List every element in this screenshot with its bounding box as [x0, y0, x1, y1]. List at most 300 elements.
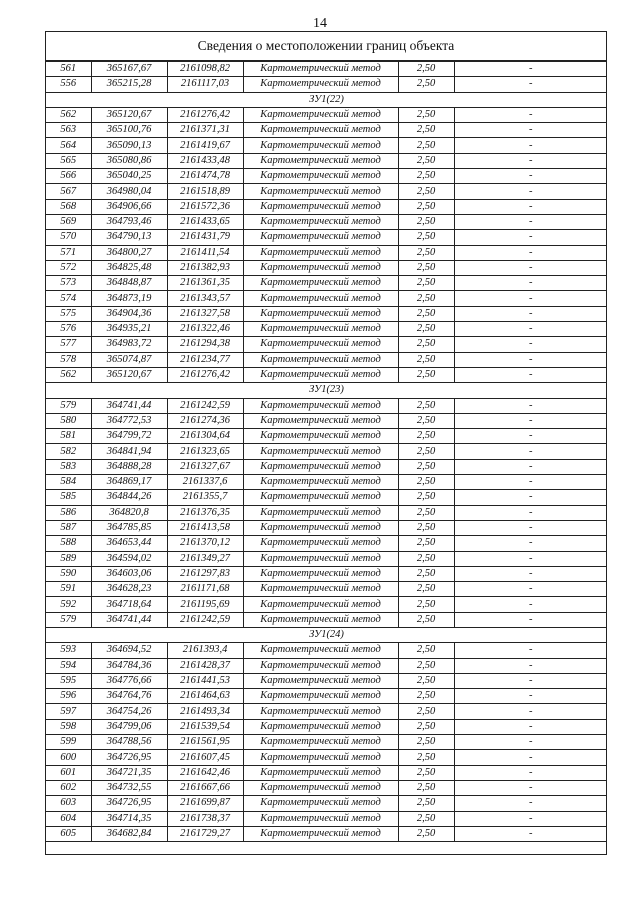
point-number-cell: 563 — [46, 123, 91, 138]
description-cell: - — [454, 643, 607, 658]
y-coordinate-cell: 2161355,7 — [167, 490, 243, 505]
table-row — [46, 704, 607, 719]
accuracy-cell: 2,50 — [398, 459, 454, 474]
x-coordinate-cell: 364935,21 — [91, 322, 167, 337]
accuracy-cell: 2,50 — [398, 658, 454, 673]
point-number-cell: 595 — [46, 673, 91, 688]
method-cell: Картометрический метод — [243, 138, 398, 153]
method-cell: Картометрический метод — [243, 490, 398, 505]
x-coordinate-cell: 364741,44 — [91, 398, 167, 413]
page-number: 14 — [313, 16, 327, 31]
x-coordinate-cell: 364682,84 — [91, 826, 167, 841]
method-cell: Картометрический метод — [243, 689, 398, 704]
x-coordinate-cell: 364594,02 — [91, 551, 167, 566]
accuracy-cell: 2,50 — [398, 475, 454, 490]
y-coordinate-cell: 2161304,64 — [167, 429, 243, 444]
table-row — [46, 444, 607, 459]
accuracy-cell: 2,50 — [398, 291, 454, 306]
x-coordinate-cell: 364788,56 — [91, 735, 167, 750]
description-cell: - — [454, 153, 607, 168]
table-row — [46, 673, 607, 688]
method-cell: Картометрический метод — [243, 520, 398, 535]
x-coordinate-cell: 365040,25 — [91, 169, 167, 184]
table-row — [46, 429, 607, 444]
method-cell: Картометрический метод — [243, 811, 398, 826]
table-row — [46, 689, 607, 704]
x-coordinate-cell: 364799,72 — [91, 429, 167, 444]
y-coordinate-cell: 2161371,31 — [167, 123, 243, 138]
description-cell: - — [454, 750, 607, 765]
x-coordinate-cell: 365090,13 — [91, 138, 167, 153]
x-coordinate-cell: 364904,36 — [91, 306, 167, 321]
x-coordinate-cell: 364772,53 — [91, 413, 167, 428]
y-coordinate-cell: 2161539,54 — [167, 719, 243, 734]
description-cell: - — [454, 811, 607, 826]
method-cell: Картометрический метод — [243, 184, 398, 199]
x-coordinate-cell: 364820,8 — [91, 505, 167, 520]
point-number-cell: 569 — [46, 214, 91, 229]
table-row — [46, 475, 607, 490]
accuracy-cell: 2,50 — [398, 750, 454, 765]
y-coordinate-cell: 2161276,42 — [167, 107, 243, 122]
accuracy-cell: 2,50 — [398, 123, 454, 138]
x-coordinate-cell: 364714,35 — [91, 811, 167, 826]
y-coordinate-cell: 2161294,38 — [167, 337, 243, 352]
method-cell: Картометрический метод — [243, 123, 398, 138]
x-coordinate-cell: 364784,36 — [91, 658, 167, 673]
description-cell: - — [454, 490, 607, 505]
point-number-cell: 562 — [46, 107, 91, 122]
table-row — [46, 658, 607, 673]
y-coordinate-cell: 2161607,45 — [167, 750, 243, 765]
point-number-cell: 567 — [46, 184, 91, 199]
description-cell: - — [454, 673, 607, 688]
description-cell: - — [454, 230, 607, 245]
point-number-cell: 582 — [46, 444, 91, 459]
y-coordinate-cell: 2161667,66 — [167, 780, 243, 795]
accuracy-cell: 2,50 — [398, 735, 454, 750]
x-coordinate-cell: 364694,52 — [91, 643, 167, 658]
x-coordinate-cell: 364793,46 — [91, 214, 167, 229]
y-coordinate-cell: 2161474,78 — [167, 169, 243, 184]
accuracy-cell: 2,50 — [398, 826, 454, 841]
method-cell: Картометрический метод — [243, 796, 398, 811]
description-cell: - — [454, 429, 607, 444]
accuracy-cell: 2,50 — [398, 505, 454, 520]
description-cell: - — [454, 520, 607, 535]
method-cell: Картометрический метод — [243, 429, 398, 444]
method-cell: Картометрический метод — [243, 582, 398, 597]
accuracy-cell: 2,50 — [398, 551, 454, 566]
description-cell: - — [454, 444, 607, 459]
section-row — [46, 383, 607, 398]
method-cell: Картометрический метод — [243, 536, 398, 551]
point-number-cell: 599 — [46, 735, 91, 750]
table-row — [46, 138, 607, 153]
y-coordinate-cell: 2161428,37 — [167, 658, 243, 673]
description-cell: - — [454, 505, 607, 520]
accuracy-cell: 2,50 — [398, 260, 454, 275]
x-coordinate-cell: 365074,87 — [91, 352, 167, 367]
description-cell: - — [454, 413, 607, 428]
accuracy-cell: 2,50 — [398, 536, 454, 551]
point-number-cell: 575 — [46, 306, 91, 321]
y-coordinate-cell: 2161572,36 — [167, 199, 243, 214]
y-coordinate-cell: 2161297,83 — [167, 566, 243, 581]
description-cell: - — [454, 475, 607, 490]
point-number-cell: 601 — [46, 765, 91, 780]
description-cell: - — [454, 765, 607, 780]
table-row — [46, 765, 607, 780]
description-cell: - — [454, 582, 607, 597]
y-coordinate-cell: 2161327,58 — [167, 306, 243, 321]
point-number-cell: 562 — [46, 367, 91, 382]
table-row — [46, 796, 607, 811]
y-coordinate-cell: 2161382,93 — [167, 260, 243, 275]
x-coordinate-cell: 364628,23 — [91, 582, 167, 597]
table-row — [46, 551, 607, 566]
method-cell: Картометрический метод — [243, 352, 398, 367]
table-row — [46, 276, 607, 291]
table-row — [46, 413, 607, 428]
method-cell: Картометрический метод — [243, 673, 398, 688]
y-coordinate-cell: 2161337,6 — [167, 475, 243, 490]
method-cell: Картометрический метод — [243, 597, 398, 612]
accuracy-cell: 2,50 — [398, 184, 454, 199]
method-cell: Картометрический метод — [243, 735, 398, 750]
accuracy-cell: 2,50 — [398, 306, 454, 321]
point-number-cell: 577 — [46, 337, 91, 352]
y-coordinate-cell: 2161433,65 — [167, 214, 243, 229]
accuracy-cell: 2,50 — [398, 490, 454, 505]
y-coordinate-cell: 2161370,12 — [167, 536, 243, 551]
x-coordinate-cell: 364790,13 — [91, 230, 167, 245]
x-coordinate-cell: 364726,95 — [91, 750, 167, 765]
method-cell: Картометрический метод — [243, 260, 398, 275]
y-coordinate-cell: 2161419,67 — [167, 138, 243, 153]
description-cell: - — [454, 780, 607, 795]
accuracy-cell: 2,50 — [398, 77, 454, 92]
x-coordinate-cell: 364603,06 — [91, 566, 167, 581]
y-coordinate-cell: 2161518,89 — [167, 184, 243, 199]
method-cell: Картометрический метод — [243, 276, 398, 291]
table-row — [46, 123, 607, 138]
y-coordinate-cell: 2161561,95 — [167, 735, 243, 750]
x-coordinate-cell: 365215,28 — [91, 77, 167, 92]
point-number-cell: 583 — [46, 459, 91, 474]
description-cell: - — [454, 306, 607, 321]
method-cell: Картометрический метод — [243, 826, 398, 841]
accuracy-cell: 2,50 — [398, 704, 454, 719]
method-cell: Картометрический метод — [243, 153, 398, 168]
description-cell: - — [454, 276, 607, 291]
point-number-cell: 594 — [46, 658, 91, 673]
accuracy-cell: 2,50 — [398, 780, 454, 795]
method-cell: Картометрический метод — [243, 337, 398, 352]
table-row — [46, 169, 607, 184]
accuracy-cell: 2,50 — [398, 765, 454, 780]
x-coordinate-cell: 365167,67 — [91, 62, 167, 77]
table-row — [46, 735, 607, 750]
method-cell: Картометрический метод — [243, 245, 398, 260]
accuracy-cell: 2,50 — [398, 199, 454, 214]
table-row — [46, 582, 607, 597]
description-cell: - — [454, 536, 607, 551]
table-row — [46, 230, 607, 245]
y-coordinate-cell: 2161242,59 — [167, 398, 243, 413]
point-number-cell: 556 — [46, 77, 91, 92]
method-cell: Картометрический метод — [243, 107, 398, 122]
table-row — [46, 337, 607, 352]
method-cell: Картометрический метод — [243, 780, 398, 795]
x-coordinate-cell: 364754,26 — [91, 704, 167, 719]
point-number-cell: 579 — [46, 612, 91, 627]
x-coordinate-cell: 364869,17 — [91, 475, 167, 490]
y-coordinate-cell: 2161729,27 — [167, 826, 243, 841]
point-number-cell: 579 — [46, 398, 91, 413]
table-row — [46, 459, 607, 474]
table-row — [46, 214, 607, 229]
method-cell: Картометрический метод — [243, 475, 398, 490]
table-row — [46, 199, 607, 214]
table-row — [46, 322, 607, 337]
point-number-cell: 605 — [46, 826, 91, 841]
x-coordinate-cell: 364906,66 — [91, 199, 167, 214]
method-cell: Картометрический метод — [243, 750, 398, 765]
accuracy-cell: 2,50 — [398, 153, 454, 168]
point-number-cell: 589 — [46, 551, 91, 566]
description-cell: - — [454, 566, 607, 581]
table-row — [46, 826, 607, 841]
point-number-cell: 592 — [46, 597, 91, 612]
accuracy-cell: 2,50 — [398, 214, 454, 229]
table-row — [46, 566, 607, 581]
table-row — [46, 597, 607, 612]
point-number-cell: 587 — [46, 520, 91, 535]
accuracy-cell: 2,50 — [398, 643, 454, 658]
description-cell: - — [454, 459, 607, 474]
x-coordinate-cell: 364718,64 — [91, 597, 167, 612]
accuracy-cell: 2,50 — [398, 566, 454, 581]
point-number-cell: 600 — [46, 750, 91, 765]
point-number-cell: 571 — [46, 245, 91, 260]
table-row — [46, 291, 607, 306]
table-row — [46, 107, 607, 122]
accuracy-cell: 2,50 — [398, 582, 454, 597]
x-coordinate-cell: 364721,35 — [91, 765, 167, 780]
x-coordinate-cell: 364726,95 — [91, 796, 167, 811]
table-row — [46, 643, 607, 658]
point-number-cell: 604 — [46, 811, 91, 826]
method-cell: Картометрический метод — [243, 704, 398, 719]
table-row — [46, 536, 607, 551]
accuracy-cell: 2,50 — [398, 689, 454, 704]
x-coordinate-cell: 364800,27 — [91, 245, 167, 260]
accuracy-cell: 2,50 — [398, 673, 454, 688]
point-number-cell: 585 — [46, 490, 91, 505]
accuracy-cell: 2,50 — [398, 719, 454, 734]
y-coordinate-cell: 2161276,42 — [167, 367, 243, 382]
method-cell: Картометрический метод — [243, 291, 398, 306]
y-coordinate-cell: 2161274,36 — [167, 413, 243, 428]
table-row — [46, 245, 607, 260]
method-cell: Картометрический метод — [243, 169, 398, 184]
point-number-cell: 584 — [46, 475, 91, 490]
point-number-cell: 568 — [46, 199, 91, 214]
description-cell: - — [454, 322, 607, 337]
point-number-cell: 561 — [46, 62, 91, 77]
accuracy-cell: 2,50 — [398, 520, 454, 535]
y-coordinate-cell: 2161441,53 — [167, 673, 243, 688]
point-number-cell: 598 — [46, 719, 91, 734]
x-coordinate-cell: 364848,87 — [91, 276, 167, 291]
accuracy-cell: 2,50 — [398, 811, 454, 826]
description-cell: - — [454, 245, 607, 260]
method-cell: Картометрический метод — [243, 306, 398, 321]
point-number-cell: 581 — [46, 429, 91, 444]
method-cell: Картометрический метод — [243, 658, 398, 673]
y-coordinate-cell: 2161642,46 — [167, 765, 243, 780]
y-coordinate-cell: 2161349,27 — [167, 551, 243, 566]
y-coordinate-cell: 2161234,77 — [167, 352, 243, 367]
y-coordinate-cell: 2161464,63 — [167, 689, 243, 704]
x-coordinate-cell: 364980,04 — [91, 184, 167, 199]
point-number-cell: 570 — [46, 230, 91, 245]
accuracy-cell: 2,50 — [398, 444, 454, 459]
y-coordinate-cell: 2161393,4 — [167, 643, 243, 658]
point-number-cell: 596 — [46, 689, 91, 704]
accuracy-cell: 2,50 — [398, 337, 454, 352]
x-coordinate-cell: 364888,28 — [91, 459, 167, 474]
point-number-cell: 578 — [46, 352, 91, 367]
table-row — [46, 62, 607, 77]
accuracy-cell: 2,50 — [398, 612, 454, 627]
accuracy-cell: 2,50 — [398, 230, 454, 245]
x-coordinate-cell: 365080,86 — [91, 153, 167, 168]
y-coordinate-cell: 2161322,46 — [167, 322, 243, 337]
table-body — [46, 62, 607, 842]
point-number-cell: 580 — [46, 413, 91, 428]
method-cell: Картометрический метод — [243, 62, 398, 77]
method-cell: Картометрический метод — [243, 551, 398, 566]
x-coordinate-cell: 364741,44 — [91, 612, 167, 627]
description-cell: - — [454, 826, 607, 841]
description-cell: - — [454, 337, 607, 352]
section-row — [46, 92, 607, 107]
point-number-cell: 573 — [46, 276, 91, 291]
y-coordinate-cell: 2161098,82 — [167, 62, 243, 77]
accuracy-cell: 2,50 — [398, 367, 454, 382]
description-cell: - — [454, 77, 607, 92]
table-row — [46, 505, 607, 520]
method-cell: Картометрический метод — [243, 444, 398, 459]
point-number-cell: 586 — [46, 505, 91, 520]
method-cell: Картометрический метод — [243, 459, 398, 474]
method-cell: Картометрический метод — [243, 398, 398, 413]
y-coordinate-cell: 2161195,69 — [167, 597, 243, 612]
y-coordinate-cell: 2161117,03 — [167, 77, 243, 92]
y-coordinate-cell: 2161242,59 — [167, 612, 243, 627]
method-cell: Картометрический метод — [243, 199, 398, 214]
description-cell: - — [454, 291, 607, 306]
section-label: ЗУ1(23) — [46, 383, 607, 398]
table-title: Сведения о местоположении границ объекта — [46, 32, 606, 61]
boundary-table-frame — [45, 31, 607, 855]
description-cell: - — [454, 184, 607, 199]
method-cell: Картометрический метод — [243, 77, 398, 92]
accuracy-cell: 2,50 — [398, 62, 454, 77]
y-coordinate-cell: 2161433,48 — [167, 153, 243, 168]
table-row — [46, 398, 607, 413]
table-row — [46, 77, 607, 92]
table-row — [46, 612, 607, 627]
x-coordinate-cell: 364764,76 — [91, 689, 167, 704]
accuracy-cell: 2,50 — [398, 107, 454, 122]
description-cell: - — [454, 199, 607, 214]
description-cell: - — [454, 551, 607, 566]
y-coordinate-cell: 2161171,68 — [167, 582, 243, 597]
description-cell: - — [454, 719, 607, 734]
point-number-cell: 602 — [46, 780, 91, 795]
coordinates-table — [46, 61, 607, 842]
accuracy-cell: 2,50 — [398, 322, 454, 337]
method-cell: Картометрический метод — [243, 566, 398, 581]
method-cell: Картометрический метод — [243, 230, 398, 245]
x-coordinate-cell: 364799,06 — [91, 719, 167, 734]
point-number-cell: 566 — [46, 169, 91, 184]
point-number-cell: 588 — [46, 536, 91, 551]
x-coordinate-cell: 364983,72 — [91, 337, 167, 352]
accuracy-cell: 2,50 — [398, 796, 454, 811]
description-cell: - — [454, 123, 607, 138]
point-number-cell: 597 — [46, 704, 91, 719]
description-cell: - — [454, 704, 607, 719]
point-number-cell: 565 — [46, 153, 91, 168]
method-cell: Картометрический метод — [243, 643, 398, 658]
x-coordinate-cell: 364785,85 — [91, 520, 167, 535]
y-coordinate-cell: 2161738,37 — [167, 811, 243, 826]
point-number-cell: 603 — [46, 796, 91, 811]
x-coordinate-cell: 365100,76 — [91, 123, 167, 138]
section-row — [46, 627, 607, 642]
accuracy-cell: 2,50 — [398, 597, 454, 612]
x-coordinate-cell: 365120,67 — [91, 367, 167, 382]
description-cell: - — [454, 260, 607, 275]
description-cell: - — [454, 169, 607, 184]
point-number-cell: 572 — [46, 260, 91, 275]
x-coordinate-cell: 364825,48 — [91, 260, 167, 275]
description-cell: - — [454, 597, 607, 612]
accuracy-cell: 2,50 — [398, 245, 454, 260]
y-coordinate-cell: 2161323,65 — [167, 444, 243, 459]
table-row — [46, 184, 607, 199]
description-cell: - — [454, 352, 607, 367]
accuracy-cell: 2,50 — [398, 276, 454, 291]
y-coordinate-cell: 2161411,54 — [167, 245, 243, 260]
point-number-cell: 593 — [46, 643, 91, 658]
description-cell: - — [454, 398, 607, 413]
x-coordinate-cell: 364732,55 — [91, 780, 167, 795]
y-coordinate-cell: 2161699,87 — [167, 796, 243, 811]
section-label: ЗУ1(24) — [46, 627, 607, 642]
table-row — [46, 306, 607, 321]
x-coordinate-cell: 364873,19 — [91, 291, 167, 306]
point-number-cell: 564 — [46, 138, 91, 153]
accuracy-cell: 2,50 — [398, 352, 454, 367]
table-row — [46, 750, 607, 765]
accuracy-cell: 2,50 — [398, 169, 454, 184]
table-row — [46, 352, 607, 367]
